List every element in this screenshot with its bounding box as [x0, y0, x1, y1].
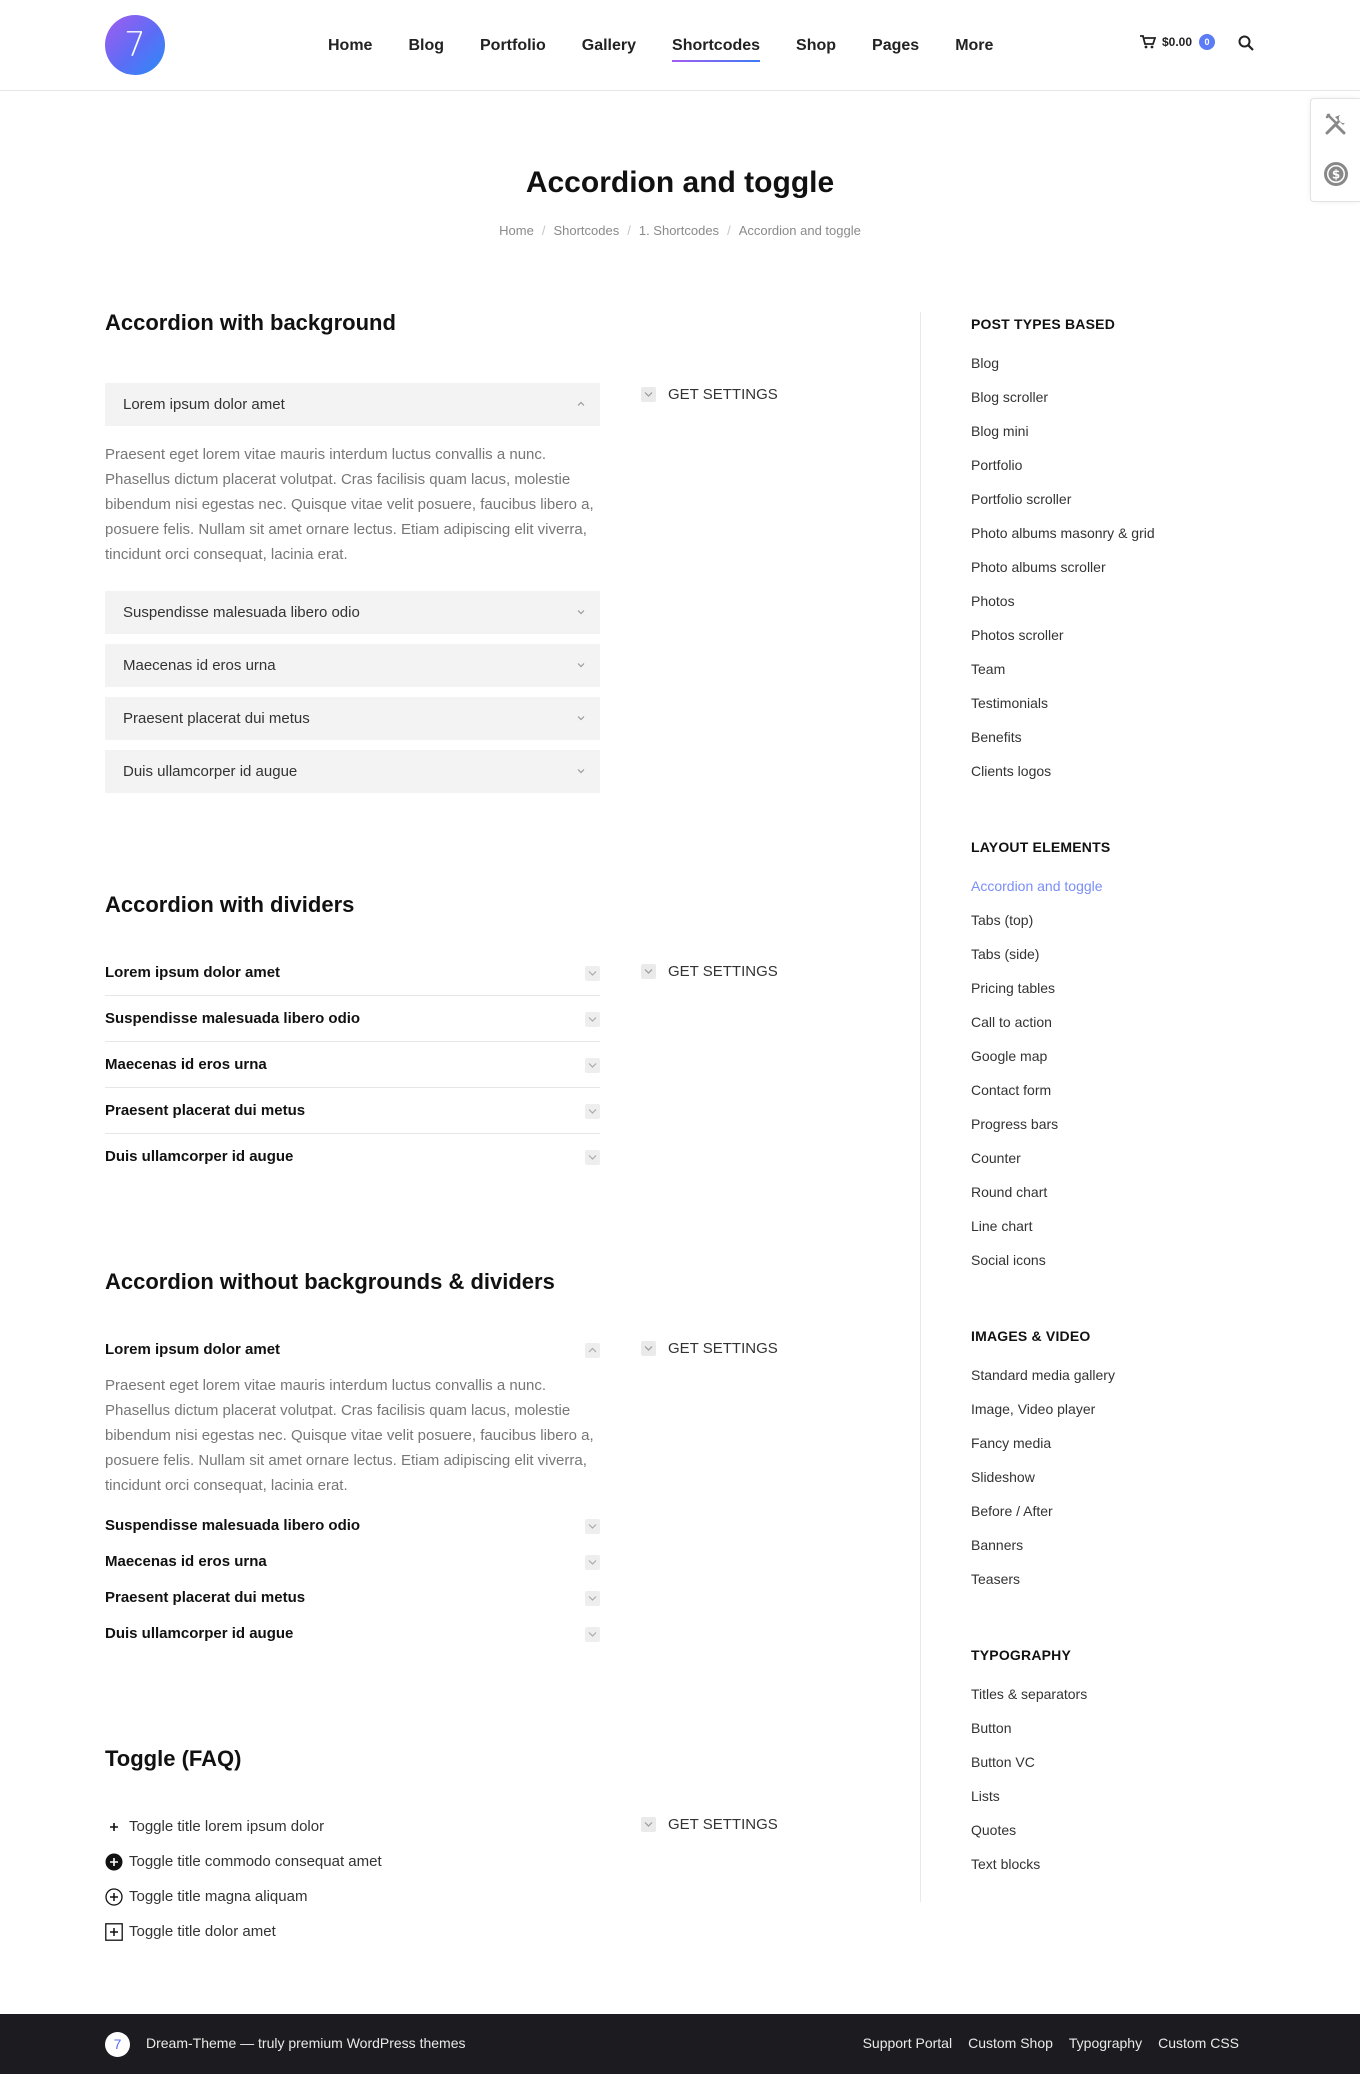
sidebar-link[interactable]: Line chart — [971, 1218, 1033, 1234]
sidebar-link[interactable]: Standard media gallery — [971, 1367, 1115, 1383]
get-settings-label: GET SETTINGS — [668, 1340, 778, 1357]
svg-text:$: $ — [1331, 167, 1341, 182]
nav-home[interactable]: Home — [328, 36, 373, 54]
accordion-bg-item[interactable] — [105, 591, 600, 634]
accordion-item-label: Lorem ipsum dolor amet — [123, 396, 285, 413]
accordion-plain-content: Praesent eget lorem vitae mauris interdum luctus convallis a nunc. Phasellus dictum placerat volutpat. Cras facilisis quam lacus, molestie bibendum nisi egestas nec. Quisque vitae velit posuere, faucibus libero a, posuere felis. Nullam sit amet ornare lectus. Etiam adipiscing elit viverra, tincidunt orci consequat, lacinia erat. — [105, 1377, 594, 1494]
breadcrumb-home[interactable]: Home — [499, 223, 534, 238]
accordion-bg-item[interactable] — [105, 383, 600, 426]
sidebar-link[interactable]: Photos — [971, 593, 1015, 609]
chevron-up-icon — [576, 399, 586, 409]
toggle-item[interactable] — [105, 1815, 324, 1839]
get-settings-label: GET SETTINGS — [668, 386, 778, 403]
footer-link-support[interactable]: Support Portal — [862, 2035, 953, 2051]
plus-circle-filled-icon — [105, 1853, 123, 1871]
page-title: Accordion and toggle — [525, 166, 835, 199]
sidebar-link[interactable]: Fancy media — [971, 1435, 1052, 1451]
sidebar-divider — [920, 312, 921, 1902]
chevron-down-icon — [641, 964, 656, 979]
sidebar-link[interactable]: Lists — [971, 1788, 1000, 1804]
chevron-down-icon — [641, 1341, 656, 1356]
sidebar-link[interactable]: Social icons — [971, 1252, 1046, 1268]
sidebar-link[interactable]: Google map — [971, 1048, 1048, 1064]
chevron-down-icon — [585, 1012, 600, 1027]
plus-circle-outline-icon — [105, 1888, 123, 1906]
accordion-divider-item[interactable] — [105, 1134, 600, 1180]
plus-square-icon — [105, 1923, 123, 1941]
sidebar-link[interactable]: Photo albums scroller — [971, 559, 1106, 575]
sidebar-link[interactable]: Button — [971, 1720, 1012, 1736]
chevron-down-icon — [641, 1817, 656, 1832]
get-settings-label: GET SETTINGS — [668, 963, 778, 980]
sidebar-link-active[interactable]: Accordion and toggle — [971, 878, 1103, 894]
chevron-down-icon — [641, 387, 656, 402]
sidebar-link[interactable]: Blog mini — [971, 423, 1029, 439]
accordion-plain-item[interactable] — [105, 1550, 600, 1574]
breadcrumb — [0, 223, 1360, 238]
cart-count-badge: 0 — [1199, 34, 1215, 50]
accordion-item-label: Lorem ipsum dolor amet — [105, 964, 281, 981]
breadcrumb-shortcodes-1[interactable]: 1. Shortcodes — [638, 223, 720, 238]
sidebar-link[interactable]: Image, Video player — [971, 1401, 1096, 1417]
accordion-plain-item[interactable] — [105, 1338, 600, 1362]
nav-more[interactable]: More — [955, 36, 994, 54]
accordion-bg-item[interactable] — [105, 697, 600, 740]
sidebar-link[interactable]: Portfolio scroller — [971, 491, 1072, 507]
sidebar-link[interactable]: Photo albums masonry & grid — [971, 525, 1155, 541]
sidebar-link[interactable]: Pricing tables — [971, 980, 1056, 996]
search-icon[interactable] — [1238, 35, 1254, 51]
accordion-divider-item[interactable] — [105, 1088, 600, 1134]
sidebar-link[interactable]: Testimonials — [971, 695, 1049, 711]
accordion-divider-item[interactable] — [105, 950, 600, 996]
footer-links — [847, 2035, 1239, 2051]
get-settings-toggle[interactable] — [641, 386, 778, 403]
toggle-item-label: Toggle title lorem ipsum dolor — [129, 1818, 325, 1835]
toggle-item[interactable] — [105, 1850, 382, 1874]
sidebar-link[interactable]: Text blocks — [971, 1856, 1041, 1872]
nav-shortcodes[interactable]: Shortcodes — [672, 33, 760, 59]
get-settings-label: GET SETTINGS — [668, 1816, 778, 1833]
sidebar-heading-typography: TYPOGRAPHY — [971, 1647, 1072, 1663]
cart-total: $0.00 — [1162, 35, 1193, 49]
section-title-accordion-bg: Accordion with background — [105, 310, 396, 335]
accordion-item-label: Maecenas id eros urna — [105, 1056, 267, 1073]
sidebar-link[interactable]: Counter — [971, 1150, 1021, 1166]
footer-link-custom-css[interactable]: Custom CSS — [1158, 2035, 1239, 2051]
footer-logo[interactable]: 7 — [105, 2032, 130, 2057]
section-title-toggle: Toggle (FAQ) — [105, 1746, 242, 1771]
sidebar-link[interactable]: Slideshow — [971, 1469, 1035, 1485]
sidebar-link[interactable]: Quotes — [971, 1822, 1017, 1838]
sidebar-link[interactable]: Blog scroller — [971, 389, 1049, 405]
get-settings-toggle[interactable] — [641, 1340, 778, 1357]
sidebar-link[interactable]: Banners — [971, 1537, 1024, 1553]
accordion-bg-item[interactable] — [105, 750, 600, 793]
cart-widget[interactable] — [1140, 34, 1215, 50]
footer-link-custom-shop[interactable]: Custom Shop — [968, 2035, 1053, 2051]
accordion-bg-item[interactable] — [105, 644, 600, 687]
sidebar-link[interactable]: Progress bars — [971, 1116, 1059, 1132]
toggle-item[interactable] — [105, 1885, 307, 1909]
footer-tagline: Dream-Theme — truly premium WordPress themes — [146, 2035, 466, 2051]
toggle-item-label: Toggle title dolor amet — [129, 1923, 276, 1940]
breadcrumb-separator: / — [727, 223, 731, 238]
sidebar-link[interactable]: Benefits — [971, 729, 1022, 745]
chevron-up-icon — [585, 1343, 600, 1358]
accordion-item-label: Duis ullamcorper id augue — [105, 1148, 294, 1165]
chevron-down-icon — [585, 966, 600, 981]
toggle-item[interactable] — [105, 1920, 276, 1944]
nav-blog[interactable]: Blog — [408, 36, 444, 54]
chevron-down-icon — [585, 1627, 600, 1642]
site-logo[interactable]: 7 — [105, 15, 165, 75]
toggle-item-label: Toggle title commodo consequat amet — [129, 1853, 382, 1870]
sidebar-link[interactable]: Teasers — [971, 1571, 1021, 1587]
plus-icon — [105, 1818, 123, 1836]
nav-pages[interactable]: Pages — [872, 36, 920, 54]
get-settings-toggle[interactable] — [641, 963, 778, 980]
sidebar-link[interactable]: Photos scroller — [971, 627, 1064, 643]
accordion-item-label: Suspendisse malesuada libero odio — [105, 1517, 361, 1534]
accordion-bg-content: Praesent eget lorem vitae mauris interdum luctus convallis a nunc. Phasellus dictum placerat volutpat. Cras facilisis quam lacus, molestie bibendum nisi egestas nec. Quisque vitae velit posuere, faucibus libero a, posuere felis. Nullam sit amet ornare lectus. Etiam adipiscing elit viverra, tincidunt orci consequat, lacinia erat. — [105, 446, 594, 563]
sidebar-link[interactable]: Team — [971, 661, 1006, 677]
chevron-down-icon — [585, 1058, 600, 1073]
accordion-item-label: Duis ullamcorper id augue — [123, 763, 298, 780]
section-title-accordion-plain: Accordion without backgrounds & dividers — [105, 1269, 555, 1294]
chevron-down-icon — [576, 766, 586, 776]
accordion-divider-item[interactable] — [105, 996, 600, 1042]
accordion-item-label: Lorem ipsum dolor amet — [105, 1341, 281, 1358]
chevron-down-icon — [585, 1104, 600, 1119]
nav-portfolio[interactable]: Portfolio — [480, 36, 546, 54]
site-footer — [0, 2014, 1360, 2074]
accordion-item-label: Praesent placerat dui metus — [105, 1589, 306, 1606]
accordion-plain-item[interactable] — [105, 1586, 600, 1610]
accordion-item-label: Maecenas id eros urna — [105, 1553, 267, 1570]
cart-icon — [1140, 35, 1156, 49]
get-settings-toggle[interactable] — [641, 1816, 778, 1833]
accordion-divider-item[interactable] — [105, 1042, 600, 1088]
accordion-plain-item[interactable] — [105, 1622, 600, 1646]
sidebar-link[interactable]: Button VC — [971, 1754, 1035, 1770]
toggle-item-label: Toggle title magna aliquam — [129, 1888, 308, 1905]
section-title-accordion-dividers: Accordion with dividers — [105, 892, 355, 917]
site-header — [0, 0, 1360, 91]
accordion-item-label: Maecenas id eros urna — [123, 657, 276, 674]
accordion-item-label: Suspendisse malesuada libero odio — [105, 1010, 361, 1027]
tools-icon[interactable] — [1323, 111, 1349, 137]
chevron-down-icon — [576, 607, 586, 617]
main-nav — [310, 0, 1011, 91]
sidebar-link[interactable]: Clients logos — [971, 763, 1052, 779]
chevron-down-icon — [585, 1519, 600, 1534]
accordion-item-label: Suspendisse malesuada libero odio — [123, 604, 360, 621]
sidebar-link[interactable]: Tabs (top) — [971, 912, 1034, 928]
chevron-down-icon — [585, 1555, 600, 1570]
chevron-down-icon — [585, 1591, 600, 1606]
sidebar-heading-images: IMAGES & VIDEO — [971, 1328, 1091, 1344]
footer-link-typography[interactable]: Typography — [1068, 2035, 1143, 2051]
sidebar-link[interactable]: Titles & separators — [971, 1686, 1088, 1702]
accordion-item-label: Praesent placerat dui metus — [123, 710, 310, 727]
sidebar-link[interactable]: Contact form — [971, 1082, 1052, 1098]
nav-shop[interactable]: Shop — [796, 36, 837, 54]
sidebar-heading-post-types: POST TYPES BASED — [971, 316, 1116, 332]
sidebar-link[interactable]: Round chart — [971, 1184, 1048, 1200]
sidebar-link[interactable]: Portfolio — [971, 457, 1023, 473]
breadcrumb-current: Accordion and toggle — [738, 223, 861, 238]
sidebar-link[interactable]: Tabs (side) — [971, 946, 1040, 962]
breadcrumb-separator: / — [627, 223, 631, 238]
sidebar-link[interactable]: Blog — [971, 355, 1000, 371]
nav-gallery[interactable]: Gallery — [581, 36, 637, 54]
accordion-plain-item[interactable] — [105, 1514, 600, 1538]
sidebar-heading-layout: LAYOUT ELEMENTS — [971, 839, 1111, 855]
accordion-item-label: Duis ullamcorper id augue — [105, 1625, 294, 1642]
chevron-down-icon — [576, 660, 586, 670]
breadcrumb-separator: / — [541, 223, 546, 238]
sidebar-link[interactable]: Before / After — [971, 1503, 1053, 1519]
breadcrumb-shortcodes[interactable]: Shortcodes — [553, 223, 620, 238]
chevron-down-icon — [585, 1150, 600, 1165]
chevron-down-icon — [576, 713, 586, 723]
accordion-item-label: Praesent placerat dui metus — [105, 1102, 306, 1119]
sidebar-link[interactable]: Call to action — [971, 1014, 1052, 1030]
